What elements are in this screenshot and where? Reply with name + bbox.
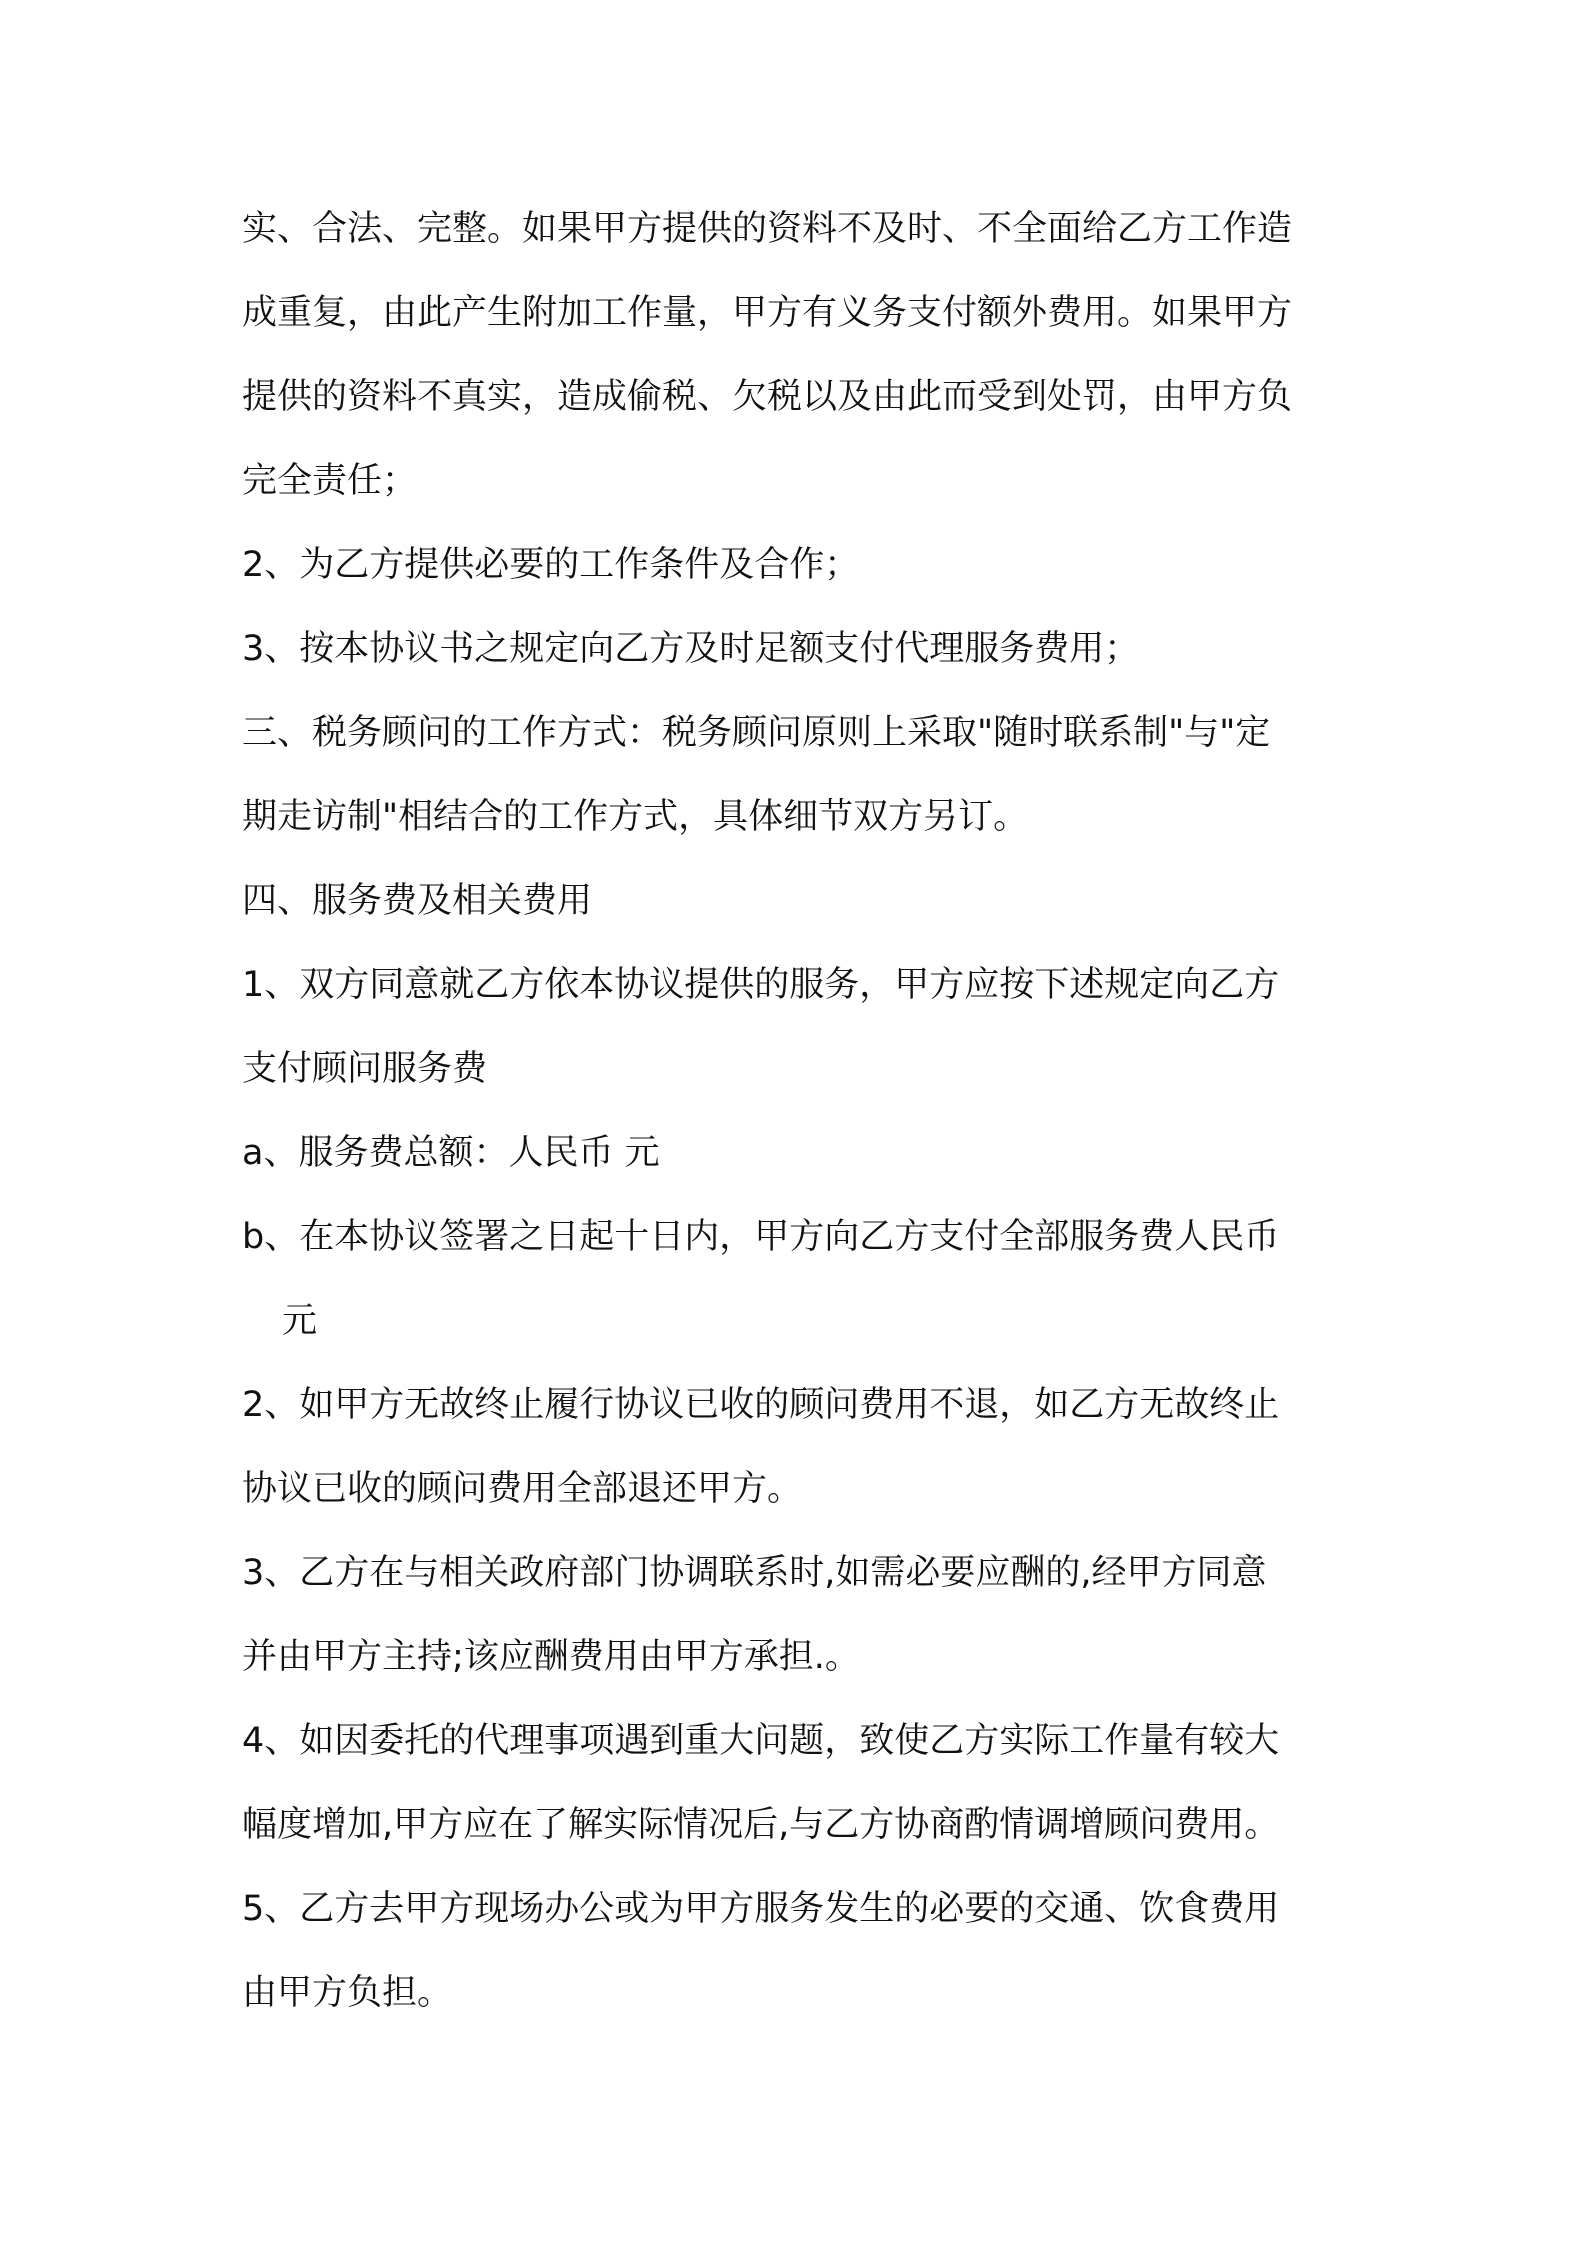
section-heading: 三、税务顾问的工作方式：税务顾问原则上采取"随时联系制"与"定	[242, 713, 1271, 753]
list-item: a、服务费总额：人民币 元	[242, 1133, 660, 1173]
text-line: 实、合法、完整。如果甲方提供的资料不及时、不全面给乙方工作造	[242, 209, 1293, 249]
text-line: 提供的资料不真实，造成偷税、欠税以及由此而受到处罚，由甲方负	[242, 377, 1293, 417]
text-line: 完全责任；	[242, 461, 418, 501]
text-line: 并由甲方主持;该应酬费用由甲方承担.。	[242, 1637, 860, 1677]
list-item: 3、乙方在与相关政府部门协调联系时,如需必要应酬的,经甲方同意	[242, 1553, 1267, 1593]
list-item: 1、双方同意就乙方依本协议提供的服务，甲方应按下述规定向乙方	[242, 965, 1280, 1005]
text-line: 期走访制"相结合的工作方式，具体细节双方另订。	[242, 797, 1029, 837]
text-line: 幅度增加,甲方应在了解实际情况后,与乙方协商酌情调增顾问费用。	[242, 1805, 1280, 1845]
list-item: b、在本协议签署之日起十日内，甲方向乙方支付全部服务费人民币	[242, 1217, 1280, 1257]
text-line: 支付顾问服务费	[242, 1049, 488, 1089]
text-line: 由甲方负担。	[242, 1973, 453, 2013]
text-line: 元	[282, 1301, 318, 1341]
text-line: 协议已收的顾问费用全部退还甲方。	[242, 1469, 803, 1509]
list-item: 2、为乙方提供必要的工作条件及合作；	[242, 545, 860, 585]
section-heading: 四、服务费及相关费用	[242, 881, 593, 921]
list-item: 2、如甲方无故终止履行协议已收的顾问费用不退，如乙方无故终止	[242, 1385, 1280, 1425]
list-item: 4、如因委托的代理事项遇到重大问题，致使乙方实际工作量有较大	[242, 1721, 1280, 1761]
list-item: 5、乙方去甲方现场办公或为甲方服务发生的必要的交通、饮食费用	[242, 1889, 1280, 1929]
list-item: 3、按本协议书之规定向乙方及时足额支付代理服务费用；	[242, 629, 1140, 669]
text-line: 成重复，由此产生附加工作量，甲方有义务支付额外费用。如果甲方	[242, 293, 1293, 333]
